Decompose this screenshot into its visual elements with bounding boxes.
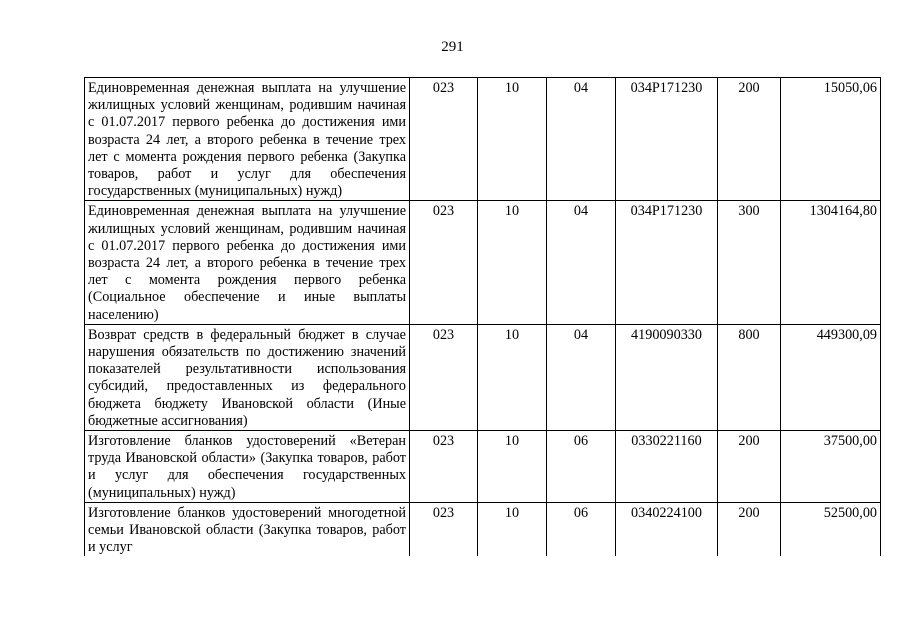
target-article-code: 034P171230 [616, 78, 718, 201]
row-description: Изготовление бланков удостоверений «Ветеран труда Ивановской области» (Закупка товаров, работ и услуг для обеспечения государственных (муниципальных) нужд) [85, 431, 410, 503]
expense-type-code: 200 [718, 431, 781, 503]
section-code: 10 [478, 324, 547, 430]
expense-type-code: 200 [718, 78, 781, 201]
amount: 52500,00 [781, 502, 881, 556]
amount: 37500,00 [781, 431, 881, 503]
table-row [85, 78, 881, 201]
target-article-code: 034P171230 [616, 201, 718, 324]
table-row [85, 201, 881, 324]
section-code: 10 [478, 78, 547, 201]
row-description: Возврат средств в федеральный бюджет в случае нарушения обязательств по достижению значений показателей результативности использования субсидий, предоставленных из федерального бюджета бюджету Ивановской области (Иные бюджетные ассигнования) [85, 324, 410, 430]
ministry-code: 023 [410, 201, 478, 324]
ministry-code: 023 [410, 324, 478, 430]
expense-type-code: 200 [718, 502, 781, 556]
section-code: 10 [478, 502, 547, 556]
row-description: Единовременная денежная выплата на улучшение жилищных условий женщинам, родившим начиная с 01.07.2017 первого ребенка до достижения ими возраста 24 лет, а второго ребенка в течение трех лет с момента рождения первого ребенка (Закупка товаров, работ и услуг для обеспечения государственных (муниципальных) нужд) [85, 78, 410, 201]
table-row [85, 324, 881, 430]
budget-table [84, 77, 881, 556]
row-description: Изготовление бланков удостоверений многодетной семьи Ивановской области (Закупка товаров, работ и услуг [85, 502, 410, 556]
section-code: 10 [478, 431, 547, 503]
ministry-code: 023 [410, 502, 478, 556]
ministry-code: 023 [410, 431, 478, 503]
subsection-code: 04 [547, 78, 616, 201]
amount: 1304164,80 [781, 201, 881, 324]
target-article-code: 4190090330 [616, 324, 718, 430]
amount: 449300,09 [781, 324, 881, 430]
subsection-code: 06 [547, 431, 616, 503]
section-code: 10 [478, 201, 547, 324]
row-description: Единовременная денежная выплата на улучшение жилищных условий женщинам, родившим начиная с 01.07.2017 первого ребенка до достижения ими возраста 24 лет, а второго ребенка в течение трех лет с момента рождения первого ребенка (Социальное обеспечение и иные выплаты населению) [85, 201, 410, 324]
expense-type-code: 800 [718, 324, 781, 430]
ministry-code: 023 [410, 78, 478, 201]
subsection-code: 04 [547, 324, 616, 430]
subsection-code: 04 [547, 201, 616, 324]
page-number: 291 [441, 39, 464, 55]
table-row [85, 502, 881, 556]
expense-type-code: 300 [718, 201, 781, 324]
amount: 15050,06 [781, 78, 881, 201]
target-article-code: 0340224100 [616, 502, 718, 556]
target-article-code: 0330221160 [616, 431, 718, 503]
table-row [85, 431, 881, 503]
subsection-code: 06 [547, 502, 616, 556]
